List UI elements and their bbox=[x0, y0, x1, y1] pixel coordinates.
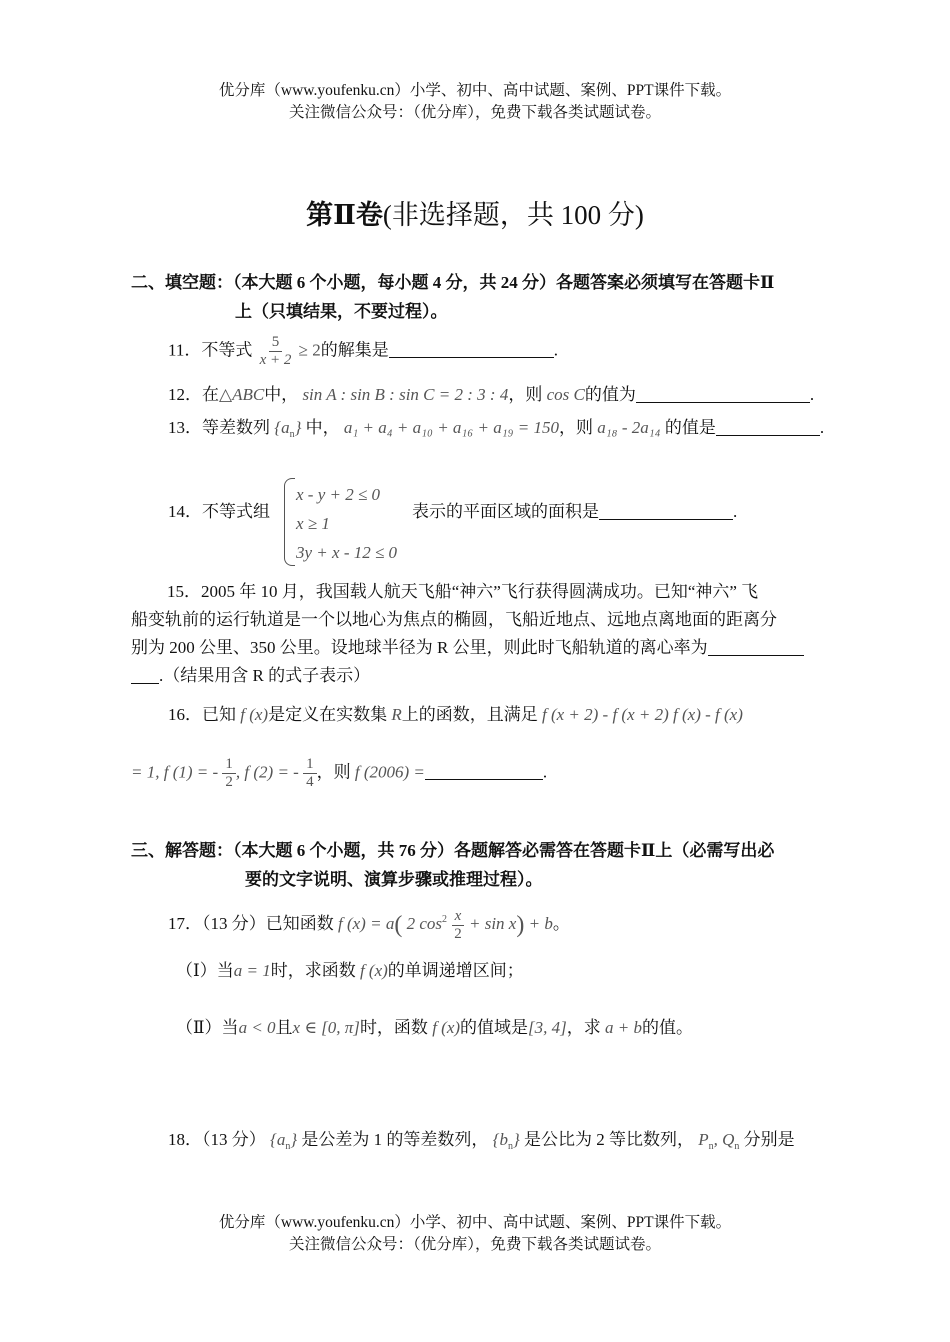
q13-mid: 中， bbox=[305, 418, 340, 437]
page-title bbox=[0, 193, 950, 232]
q17-square: 2 bbox=[441, 914, 447, 925]
section3-line2: 要的文字说明、演算步骤或推理过程）。 bbox=[245, 870, 543, 889]
q17-p2-interval: [3, 4] bbox=[528, 1018, 567, 1037]
q15-answer-blank-cont[interactable] bbox=[131, 665, 159, 684]
q16-line2: = 1, f (1) = - $\frac{1}{2}$ , f (2) = - $\frac{1}{4}$ ，则 f (2006) = . bbox=[131, 756, 548, 790]
q18-seq-a: $\{a_n\}$ bbox=[270, 1130, 298, 1152]
q16-answer-blank[interactable] bbox=[425, 761, 543, 780]
question-17 bbox=[168, 905, 570, 943]
q18-P: P bbox=[698, 1130, 709, 1149]
q18-a: a bbox=[276, 1130, 286, 1149]
q14-brace bbox=[284, 478, 295, 566]
q16-then: ，则 bbox=[316, 762, 351, 782]
q16-half-num: 1 bbox=[222, 756, 236, 774]
q17-inner-b: + sin x bbox=[468, 914, 517, 933]
q17-lparen: ( bbox=[394, 912, 403, 938]
q13-sum: a₁ + a₄ + a₁₀ + a₁₆ + a₁₉ = 150 bbox=[343, 418, 560, 437]
q12-answer-blank[interactable] bbox=[636, 384, 810, 403]
q18-Q: Q bbox=[722, 1130, 735, 1149]
section3-line1: 三、解答题：（本大题 6 个小题，共 76 分）各题解答必需答在答题卡Ⅱ上（必需写出必 bbox=[131, 841, 775, 860]
q18-b-sub: n bbox=[507, 1141, 513, 1152]
q17-pre: 已知函数 bbox=[265, 914, 334, 933]
q16-eq2b: , f (2) = - bbox=[235, 762, 299, 782]
q15-line4: .（结果用含 R 的式子表示） bbox=[159, 666, 371, 685]
q12-pre: 在 bbox=[202, 385, 219, 404]
q17-p2-ask: ，求 bbox=[566, 1018, 601, 1037]
q11-fraction bbox=[257, 334, 295, 369]
q13-sequence: $\{a_n\}$ bbox=[274, 418, 302, 440]
q17-rparen: ) bbox=[516, 912, 525, 938]
question-14 bbox=[168, 497, 270, 526]
q17-frac-den: 2 bbox=[454, 925, 462, 942]
q17-p1-fx: f (x) bbox=[359, 961, 388, 980]
q13-post: 的值是 bbox=[664, 418, 716, 437]
q11-pre: 不等式 bbox=[201, 340, 253, 360]
q17-p1-cond: a = 1 bbox=[233, 961, 271, 980]
q16-mid: 是定义在实数集 bbox=[268, 705, 388, 724]
q18-t2: 是公比为 2 等比数列， bbox=[524, 1130, 694, 1149]
question-18 bbox=[168, 1125, 795, 1161]
q17-fx: f (x) = a bbox=[338, 914, 395, 933]
q16-number: 16． bbox=[168, 705, 202, 724]
q17-score: （13 分） bbox=[202, 914, 266, 933]
q17-number: 17． bbox=[168, 914, 202, 933]
q11-post: 的解集是 bbox=[320, 340, 389, 360]
q15-line3-wrap bbox=[131, 634, 876, 662]
q18-score: （13 分） bbox=[202, 1130, 266, 1149]
q12-post: 的值为 bbox=[584, 385, 636, 404]
q14-ineq-3: 3y + x - 12 ≤ 0 bbox=[296, 543, 398, 562]
q16-quarter-num: 1 bbox=[303, 756, 317, 774]
q16-quarter-den: 4 bbox=[306, 774, 314, 790]
q18-number: 18． bbox=[168, 1130, 202, 1149]
q16-mid2: 上的函数，且满足 bbox=[401, 705, 538, 724]
q11-denominator: x + 2 bbox=[259, 352, 292, 368]
q12-mid: 中， bbox=[264, 385, 299, 404]
q16-eq1: f (x + 2) - f (x + 2) f (x) - f (x) bbox=[541, 705, 743, 724]
q16-half-den: 2 bbox=[225, 774, 233, 790]
q18-t3: 分别是 bbox=[743, 1130, 795, 1149]
q17-p2-c2: x ∈ [0, π] bbox=[292, 1018, 360, 1037]
header-line-1: 优分库（www.youfenku.cn）小学、初中、高中试题、案例、PPT课件下载。 bbox=[218, 82, 732, 99]
section2-line2: 上（只填结果，不要过程）。 bbox=[235, 302, 448, 321]
q18-b: b bbox=[499, 1130, 508, 1149]
q16-R: R bbox=[391, 705, 402, 724]
q16-eq2a: = 1, f (1) = - bbox=[131, 762, 219, 782]
q11-relation: ≥ 2 bbox=[298, 340, 321, 360]
section-solve-heading bbox=[131, 836, 876, 894]
page-header bbox=[0, 80, 950, 124]
q16-fx: f (x) bbox=[240, 705, 269, 724]
q18-seq-b: $\{b_n\}$ bbox=[492, 1130, 520, 1152]
q13-number: 13． bbox=[168, 418, 202, 437]
footer-line-1: 优分库（www.youfenku.cn）小学、初中、高中试题、案例、PPT课件下载。 bbox=[218, 1214, 732, 1231]
q17-tail: + b bbox=[528, 914, 553, 933]
question-13: 13．等差数列 $\{a_n\}$ 中， a₁ + a₄ + a₁₀ + a₁₆ + a₁₉ = 150，则 a₁₈ - 2a₁₄ 的值是 . bbox=[168, 418, 825, 440]
q17-half-x bbox=[451, 908, 465, 943]
q14-pre: 不等式组 bbox=[202, 502, 270, 521]
q17-p2-ab: a + b bbox=[605, 1018, 642, 1037]
q13-answer-blank[interactable] bbox=[716, 417, 820, 436]
q17-p1-text: 时，求函数 bbox=[270, 961, 356, 980]
q14-ineq-1: x - y + 2 ≤ 0 bbox=[296, 485, 381, 504]
q17-p2-end: 的值。 bbox=[642, 1018, 693, 1037]
footer-line-2: 关注微信公众号：（优分库），免费下载各类试题试卷。 bbox=[288, 1236, 661, 1253]
q17-p2-fx: f (x) bbox=[432, 1018, 461, 1037]
title-rest: (非选择题，共 100 分) bbox=[382, 200, 644, 230]
q14-tail: 表示的平面区域的面积是 . bbox=[412, 502, 738, 521]
q16-pre: 已知 bbox=[202, 705, 236, 724]
q15-answer-blank[interactable] bbox=[708, 637, 804, 656]
q12-triangle: △ABC bbox=[219, 385, 265, 404]
title-bold: 第Ⅱ卷 bbox=[306, 200, 383, 230]
q16-target: f (2006) = bbox=[354, 762, 425, 782]
q12-ratio: sin A : sin B : sin C = 2 : 3 : 4 bbox=[302, 385, 509, 404]
q17-p2-range: 的值域是 bbox=[460, 1018, 529, 1037]
q17-inner-a: 2 cos bbox=[406, 914, 442, 933]
q14-system bbox=[296, 480, 397, 567]
q15-line3: 别为 200 公里、350 公里。设地球半径为 R 公里，则此时飞船轨道的离心率为 bbox=[131, 638, 708, 657]
question-11: 11．不等式 $\frac{5}{x + 2}$ ≥ 2的解集是 . bbox=[168, 334, 558, 368]
q15-line1: 15．2005 年 10 月，我国载人航天飞船“神六”飞行获得圆满成功。已知“神六” 飞 bbox=[167, 582, 759, 601]
q15-line4-wrap bbox=[131, 662, 876, 690]
q16-quarter bbox=[303, 756, 317, 791]
q11-number: 11． bbox=[168, 340, 202, 360]
header-line-2: 关注微信公众号：（优分库），免费下载各类试题试卷。 bbox=[288, 104, 661, 121]
q17-p2-c1: a < 0 bbox=[238, 1018, 276, 1037]
q15-line2: 船变轨前的运行轨道是一个以地心为焦点的椭圆，飞船近地点、远地点离地面的距离分 bbox=[131, 610, 777, 629]
q13-seq-sub: n bbox=[289, 429, 295, 440]
q11-answer-blank[interactable] bbox=[389, 339, 554, 358]
q17-frac-num: x bbox=[452, 908, 465, 926]
q13-target: a₁₈ - 2a₁₄ bbox=[597, 418, 661, 437]
q17-end: 。 bbox=[552, 914, 570, 933]
q16-half bbox=[222, 756, 236, 791]
page-footer bbox=[0, 1212, 950, 1256]
q14-post: 表示的平面区域的面积是 bbox=[412, 502, 599, 521]
q13-pre: 等差数列 bbox=[202, 418, 270, 437]
q13-then: ，则 bbox=[559, 418, 594, 437]
q17-part-2 bbox=[176, 1013, 693, 1042]
q11-numerator: 5 bbox=[269, 334, 283, 352]
q13-seq-a: a bbox=[281, 418, 290, 437]
section-fill-in-heading bbox=[131, 268, 876, 326]
section2-line1: 二、填空题：（本大题 6 个小题，每小题 4 分，共 24 分）各题答案必须填写在答题卡Ⅱ bbox=[131, 273, 775, 292]
q17-p2-label: （Ⅱ）当 bbox=[176, 1018, 239, 1037]
q12-then: ，则 bbox=[508, 385, 543, 404]
question-15 bbox=[131, 578, 876, 690]
q17-p1-label: （Ⅰ）当 bbox=[176, 961, 234, 980]
q18-t1: 是公差为 1 的等差数列， bbox=[301, 1130, 489, 1149]
q17-p1-end: 的单调递增区间； bbox=[387, 961, 524, 980]
q14-answer-blank[interactable] bbox=[599, 501, 733, 520]
q18-a-sub: n bbox=[285, 1141, 291, 1152]
q17-part-1 bbox=[176, 956, 524, 985]
q14-ineq-2: x ≥ 1 bbox=[296, 514, 330, 533]
q14-number: 14． bbox=[168, 502, 202, 521]
q17-p2-and: 且 bbox=[275, 1018, 293, 1037]
q12-number: 12． bbox=[168, 385, 202, 404]
question-16 bbox=[168, 700, 743, 729]
q17-p2-text: 时，函数 bbox=[359, 1018, 428, 1037]
question-12: 12．在△ABC中， sin A : sin B : sin C = 2 : 3 : 4，则 cos C的值为 . bbox=[168, 385, 815, 404]
q18-pq: $P_n$, $Q_n$ bbox=[698, 1130, 740, 1152]
q12-cos: cos C bbox=[546, 385, 585, 404]
